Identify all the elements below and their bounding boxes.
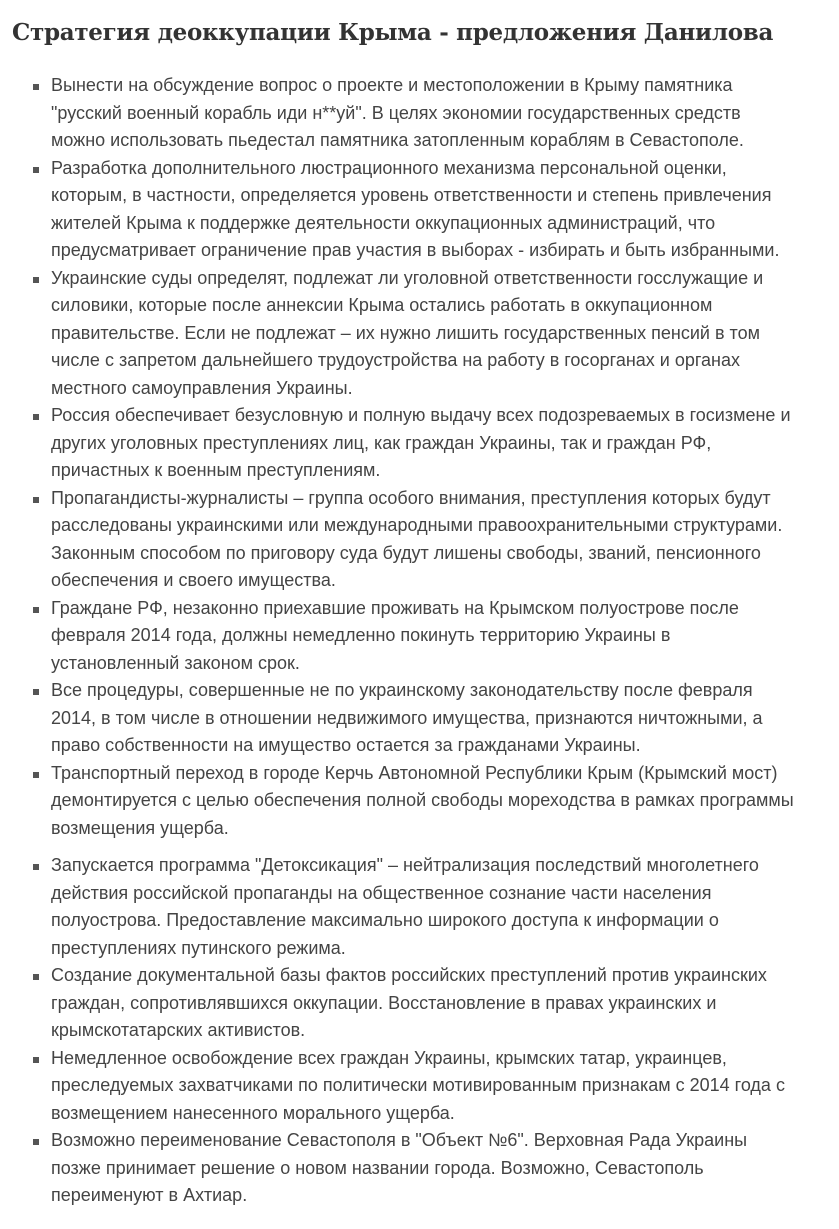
proposal-item <box>51 265 821 403</box>
square-bullet-icon <box>33 1139 39 1145</box>
proposal-text-line: Разработка дополнительного люстрационного механизма персональной оценки, <box>51 157 727 178</box>
proposal-text-line: Транспортный переход в городе Керчь Автономной Республики Крым (Крымский мост) <box>51 762 778 783</box>
proposal-text-line: "русский военный корабль иди н**уй". В целях экономии государственных средств <box>51 102 741 123</box>
square-bullet-icon <box>33 607 39 613</box>
proposal-text-line: правительстве. Если не подлежат – их нужно лишить государственных пенсий в том <box>51 322 760 343</box>
proposal-text-line: 2014, в том числе в отношении недвижимого имущества, признаются ничтожными, а <box>51 707 763 728</box>
proposal-text-line: демонтируется с целью обеспечения полной свободы мореходства в рамках программы <box>51 790 794 810</box>
square-bullet-icon <box>33 167 39 173</box>
proposal-text-line: можно использовать пьедестал памятника затопленным кораблям в Севастополе. <box>51 130 744 150</box>
proposal-text-line: предусматривает ограничение прав участия в выборах - избирать и быть избранными. <box>51 240 780 260</box>
proposal-text-line: других уголовных преступлениях лиц, как граждан Украины, так и граждан РФ, <box>51 432 712 453</box>
proposal-text-line: Немедленное освобождение всех граждан Украины, крымских татар, украинцев, <box>51 1047 727 1068</box>
square-bullet-icon <box>33 414 39 420</box>
proposal-text-line: переименуют в Ахтиар. <box>51 1185 248 1205</box>
square-bullet-icon <box>33 1057 39 1063</box>
proposal-text-line: февраля 2014 года, должны немедленно покинуть территорию Украины в <box>51 625 671 645</box>
proposal-text-line: возмещением нанесенного морального ущерба. <box>51 1102 455 1123</box>
proposal-text-line: позже принимает решение о новом названии города. Возможно, Севастополь <box>51 1157 704 1178</box>
proposal-text-line: обеспечения и своего имущества. <box>51 570 336 590</box>
proposal-item <box>51 595 821 678</box>
proposal-text-line: Создание документальной базы фактов российских преступлений против украинских <box>51 965 767 985</box>
square-bullet-icon <box>33 772 39 778</box>
proposal-item <box>51 1127 821 1210</box>
proposal-text-line: жителей Крыма к поддержке деятельности оккупационных администраций, что <box>51 212 716 233</box>
proposal-item <box>51 1045 821 1128</box>
proposal-text-line: Законным способом по приговору суда будут лишены свободы, званий, пенсионного <box>51 542 761 563</box>
proposal-item <box>51 155 821 265</box>
square-bullet-icon <box>33 84 39 90</box>
proposal-item <box>51 760 821 843</box>
proposal-item <box>51 852 821 962</box>
proposal-text-line: граждан, сопротивлявшихся оккупации. Восстановление в правах украинских и <box>51 992 717 1013</box>
proposal-text-line: Вынести на обсуждение вопрос о проекте и местоположении в Крыму памятника <box>51 75 733 95</box>
proposal-text-line: Все процедуры, совершенные не по украинскому законодательству после февраля <box>51 680 753 700</box>
square-bullet-icon <box>33 689 39 695</box>
proposal-list <box>51 72 821 1210</box>
proposal-text-line: Граждане РФ, незаконно приехавшие проживать на Крымском полуострове после <box>51 597 739 618</box>
proposal-text-line: действия российской пропаганды на общественное сознание части населения <box>51 882 712 903</box>
proposal-item <box>51 402 821 485</box>
proposal-text-line: которым, в частности, определяется уровень ответственности и степень привлечения <box>51 185 772 205</box>
article-title: Стратегия деоккупации Крыма - предложения Данилова <box>12 19 774 46</box>
square-bullet-icon <box>33 497 39 503</box>
proposal-item <box>51 485 821 595</box>
proposal-text-line: Возможно переименование Севастополя в "Объект №6". Верховная Рада Украины <box>51 1130 748 1150</box>
square-bullet-icon <box>33 277 39 283</box>
proposal-text-line: право собственности на имущество остается за гражданами Украины. <box>51 735 641 755</box>
proposal-text-line: Украинские суды определят, подлежат ли уголовной ответственности госслужащие и <box>51 267 764 288</box>
proposal-item <box>51 677 821 760</box>
proposal-text-line: силовики, которые после аннексии Крыма остались работать в оккупационном <box>51 295 713 315</box>
proposal-text-line: Россия обеспечивает безусловную и полную выдачу всех подозреваемых в госизмене и <box>51 405 791 425</box>
proposal-text-line: числе с запретом дальнейшего трудоустройства на работу в госорганах и органах <box>51 350 741 370</box>
proposal-item <box>51 72 821 155</box>
proposal-text-line: Пропагандисты-журналисты – группа особого внимания, преступления которых будут <box>51 487 771 508</box>
proposal-text-line: преступлениях путинского режима. <box>51 937 346 958</box>
proposal-text-line: Запускается программа "Детоксикация" – нейтрализация последствий многолетнего <box>51 855 759 875</box>
proposal-text-line: преследуемых захватчиками по политически мотивированным признакам с 2014 года с <box>51 1075 785 1095</box>
proposal-text-line: местного самоуправления Украины. <box>51 377 353 398</box>
proposal-text-line: крымскотатарских активистов. <box>51 1020 306 1040</box>
square-bullet-icon <box>33 864 39 870</box>
proposal-text-line: установленный законом срок. <box>51 652 300 673</box>
proposal-text-line: полуострова. Предоставление максимально широкого доступа к информации о <box>51 910 719 930</box>
proposal-text-line: расследованы украинскими или международными правоохранительными структурами. <box>51 515 783 535</box>
proposal-text-line: причастных к военным преступлениям. <box>51 460 381 480</box>
square-bullet-icon <box>33 974 39 980</box>
proposal-item <box>51 962 821 1045</box>
proposal-text-line: возмещения ущерба. <box>51 817 229 838</box>
